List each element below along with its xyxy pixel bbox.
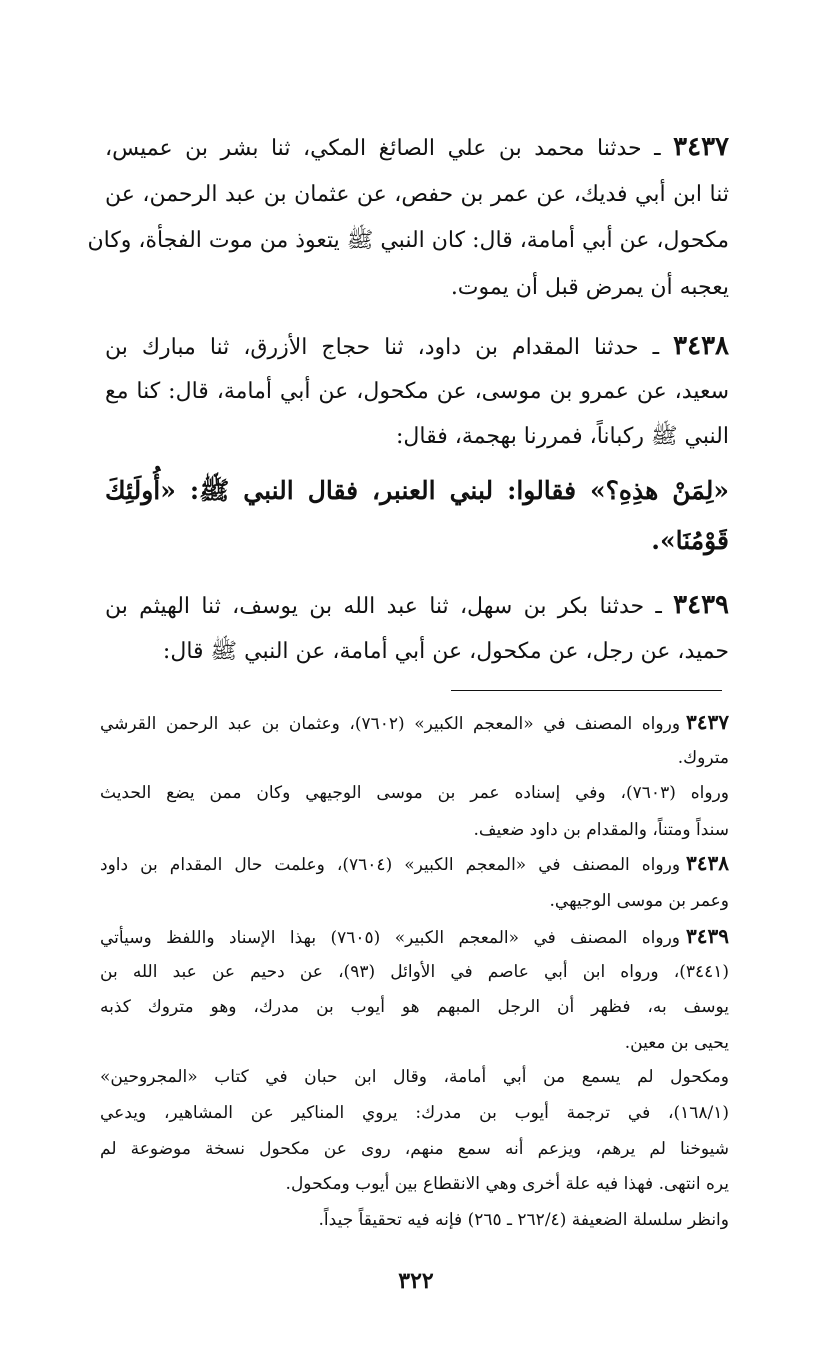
footnote-3437-line-4: سنداً ومتناً، والمقدام بن داود ضعيف. bbox=[473, 820, 729, 840]
footnote-3439-line-3: يوسف به، فظهر أن الرجل المبهم هو أيوب بن مدرك، وهو متروك كذبه bbox=[100, 997, 729, 1017]
footnote-separator bbox=[451, 690, 722, 691]
footnote-number: ٣٤٣٨ bbox=[686, 851, 729, 875]
hadith-3438-line-5: قَوْمُنَا». bbox=[651, 526, 729, 555]
footnote-3438-line-2: وعمر بن موسى الوجيهي. bbox=[549, 891, 729, 911]
footnote-3439-line-2: (٣٤٤١)، ورواه ابن أبي عاصم في الأوائل (٩٣)، عن دحيم عن عبد الله بن bbox=[100, 962, 730, 982]
footnote-3439-line-4: يحيى بن معين. bbox=[624, 1033, 729, 1053]
hadith-text: ـ حدثنا محمد بن علي الصائغ المكي، ثنا بشر بن عميس، bbox=[105, 136, 661, 161]
hadith-text: ـ حدثنا المقدام بن داود، ثنا حجاج الأزرق، ثنا مبارك بن bbox=[105, 335, 660, 360]
footnote-3438-line-1 bbox=[100, 849, 729, 879]
footnote-3439-line-1 bbox=[100, 922, 729, 952]
hadith-number: ٣٤٣٨ bbox=[673, 331, 730, 361]
footnote-number: ٣٤٣٩ bbox=[686, 924, 729, 948]
footnote-3439-line-5: ومكحول لم يسمع من أبي أمامة، وقال ابن حبان في كتاب «المجروحين» bbox=[100, 1067, 729, 1087]
footnote-3439-line-6: (١٦٨/١)، في ترجمة أيوب بن مدرك: يروي المناكير عن المشاهير، ويدعي bbox=[100, 1103, 729, 1123]
hadith-3437-line-1 bbox=[105, 127, 729, 169]
hadith-3438-line-3: النبي ﷺ ركباناً، فمررنا بهجمة، فقال: bbox=[396, 424, 729, 449]
hadith-3439-line-1 bbox=[105, 585, 729, 627]
hadith-3437-line-2: ثنا ابن أبي فديك، عن عمر بن حفص، عن عثمان بن عبد الرحمن، عن bbox=[105, 182, 729, 207]
hadith-3438-line-4: «لِمَنْ هذِهِ؟» فقالوا: لبني العنبر، فقال النبي ﷺ: «أُولَئِكَ bbox=[105, 476, 729, 505]
footnote-number: ٣٤٣٧ bbox=[686, 710, 730, 734]
hadith-3439-line-2: حميد، عن رجل، عن مكحول، عن أبي أمامة، عن النبي ﷺ قال: bbox=[162, 639, 729, 664]
hadith-text: ـ حدثنا بكر بن سهل، ثنا عبد الله بن يوسف، ثنا الهيثم بن bbox=[105, 594, 662, 619]
footnote-3439-line-8: يره انتهى. فهذا فيه علة أخرى وهي الانقطاع بين أيوب ومكحول. bbox=[285, 1174, 729, 1194]
hadith-3438-line-2: سعيد، عن عمرو بن موسى، عن مكحول، عن أبي أمامة، قال: كنا مع bbox=[105, 379, 729, 404]
footnote-text: ورواه المصنف في «المعجم الكبير» (٧٦٠٤)، وعلمت حال المقدام بن داود bbox=[100, 855, 681, 875]
footnote-3439-line-9: وانظر سلسلة الضعيفة (٢٦٢/٤ ـ ٢٦٥) فإنه فيه تحقيقاً جيداً. bbox=[318, 1210, 729, 1230]
footnote-3439-line-7: شيوخنا لم يرهم، ويزعم أنه سمع منهم، روى عن مكحول نسخة موضوعة لم bbox=[100, 1139, 729, 1159]
footnote-text: ورواه المصنف في «المعجم الكبير» (٧٦٠٢)، وعثمان بن عبد الرحمن القرشي bbox=[100, 714, 681, 734]
hadith-3437-line-3: مكحول، عن أبي أمامة، قال: كان النبي ﷺ يتعوذ من موت الفجأة، وكان bbox=[87, 228, 729, 253]
hadith-3437-line-4: يعجبه أن يمرض قبل أن يموت. bbox=[450, 275, 729, 300]
footnote-3437-line-2: متروك. bbox=[677, 748, 729, 768]
hadith-number: ٣٤٣٧ bbox=[673, 132, 729, 162]
footnote-3437-line-1 bbox=[100, 708, 729, 738]
footnote-text: ورواه المصنف في «المعجم الكبير» (٧٦٠٥) بهذا الإسناد واللفظ وسيأتي bbox=[100, 928, 681, 948]
hadith-3438-line-1 bbox=[105, 326, 729, 368]
hadith-number: ٣٤٣٩ bbox=[673, 590, 730, 620]
footnote-3437-line-3: ورواه (٧٦٠٣)، وفي إسناده عمر بن موسى الوجيهي وكان ممن يضع الحديث bbox=[100, 783, 729, 803]
page-number: ٣٢٢ bbox=[398, 1268, 434, 1294]
